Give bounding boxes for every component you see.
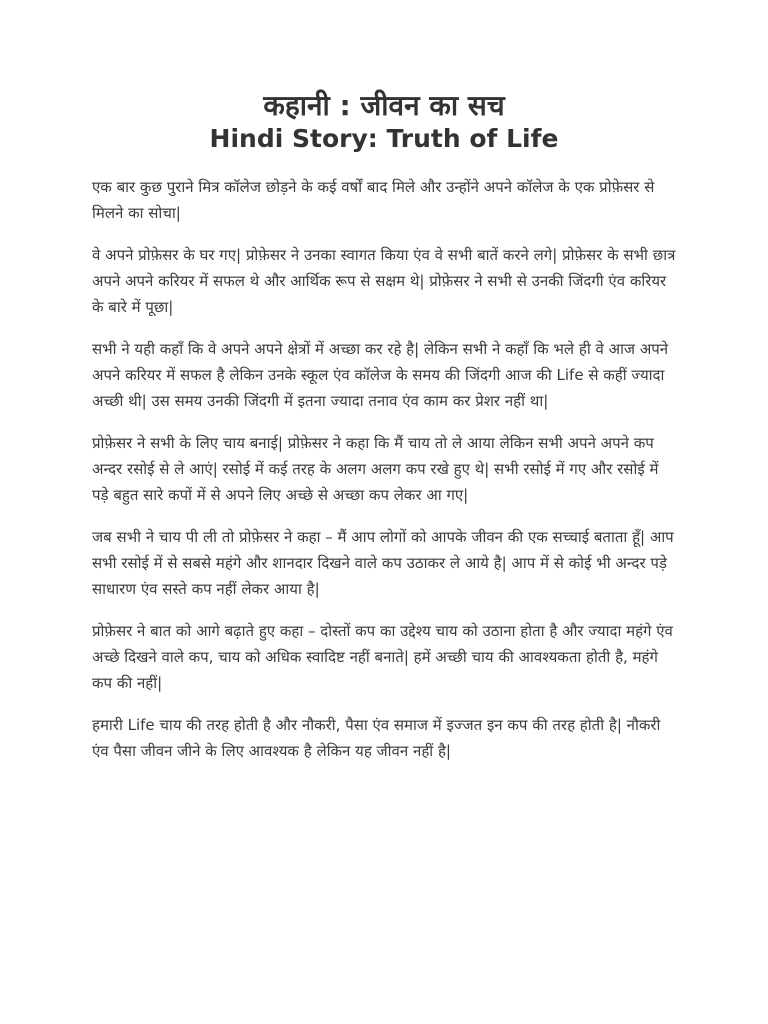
story-paragraph-4: प्रोफ़ेसर ने सभी के लिए चाय बनाई| प्रोफ़ेसर ने कहा कि मैं चाय तो ले आया लेकिन सभी अपने अपने कप अन्दर रसोई से ले आएं| रसोई में कई तरह के अलग अलग कप रखे हुए थे| सभी रसोई में गए और रसोई में पड़े बहुत सारे कपों में से अपने लिए अच्छे से अच्छा कप लेकर आ गए|	[92, 434, 659, 504]
story-paragraph-7: हमारी Life चाय की तरह होती है और नौकरी, पैसा एंव समाज में इज्जत इन कप की तरह होती है| नौकरी एंव पैसा जीवन जीने के लिए आवश्यक है लेकिन यह जीवन नहीं है|	[92, 716, 661, 760]
story-paragraph-3: सभी ने यही कहाँ कि वे अपने अपने क्षेत्रों में अच्छा कर रहे है| लेकिन सभी ने कहाँ कि भले ही वे आज अपने अपने करियर में सफल है लेकिन उनके स्कूल एंव कॉलेज के समय की जिंदगी आज की Life से कहीं ज्यादा अच्छी थी| उस समय उनकी जिंदगी में इतना ज्यादा तनाव एंव काम कर प्रेशर नहीं था|	[92, 340, 669, 410]
story-paragraph-2: वे अपने प्रोफ़ेसर के घर गए| प्रोफ़ेसर ने उनका स्वागत किया एंव वे सभी बातें करने लगे| प्रोफ़ेसर के सभी छात्र अपने अपने करियर में सफल थे और आर्थिक रूप से सक्षम थे| प्रोफ़ेसर ने सभी से उनकी जिंदगी एंव करियर के बारे में पूछा|	[92, 246, 676, 316]
story-paragraph-6: प्रोफ़ेसर ने बात को आगे बढ़ाते हुए कहा – दोस्तों कप का उद्देश्य चाय को उठाना होता है और ज्यादा महंगे एंव अच्छे दिखने वाले कप, चाय को अधिक स्वादिष्ट नहीं बनाते| हमें अच्छी चाय की आवश्यकता होती है, महंगे कप की नहीं|	[92, 622, 673, 692]
story-title-english: Hindi Story: Truth of Life	[209, 124, 559, 153]
story-paragraph-5: जब सभी ने चाय पी ली तो प्रोफ़ेसर ने कहा – मैं आप लोगों को आपके जीवन की एक सच्चाई बताता हूँ| आप सभी रसोई में से सबसे महंगे और शानदार दिखने वाले कप उठाकर ले आये है| आप में से कोई भी अन्दर पड़े साधारण एंव सस्ते कप नहीं लेकर आया है|	[92, 528, 674, 598]
story-paragraph-1: एक बार कुछ पुराने मित्र कॉलेज छोड़ने के कई वर्षों बाद मिले और उन्होंने अपने कॉलेज के एक प्रोफ़ेसर से मिलने का सोचा|	[92, 178, 655, 222]
story-title-hindi: कहानी : जीवन का सच	[263, 89, 505, 122]
